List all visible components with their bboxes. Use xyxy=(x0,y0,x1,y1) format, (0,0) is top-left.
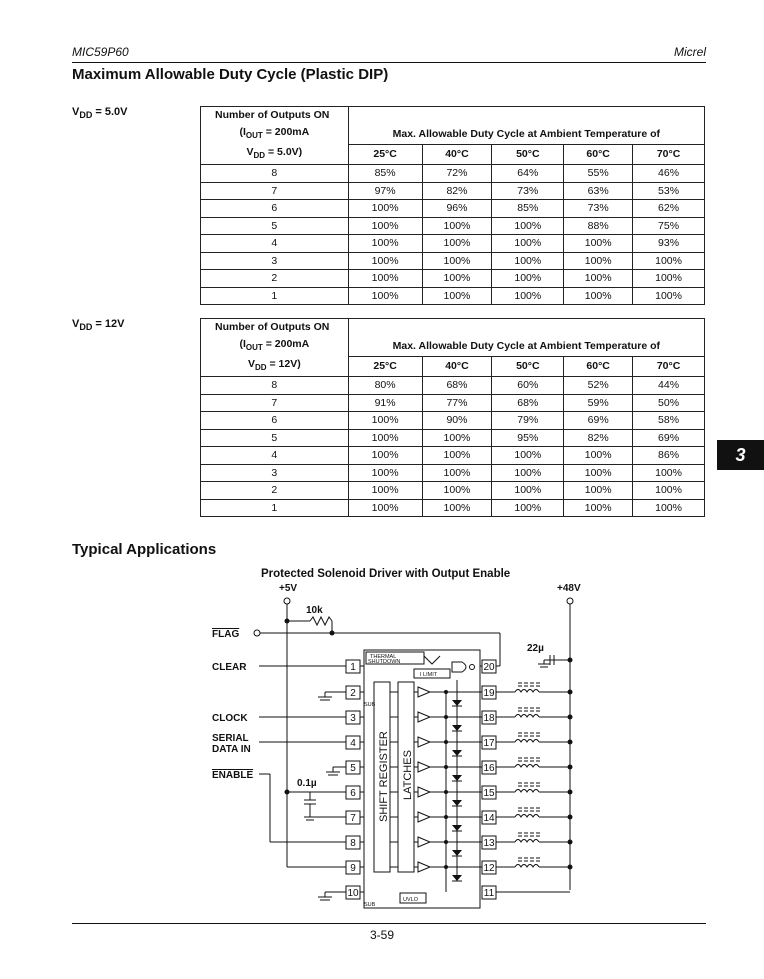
table-cell: 79% xyxy=(492,412,564,430)
apps-title: Typical Applications xyxy=(72,541,217,558)
table-cell: 100% xyxy=(492,464,564,482)
table-cell: 100% xyxy=(422,235,492,253)
table-cell: 53% xyxy=(633,182,705,200)
table-cell: 100% xyxy=(633,252,705,270)
table-cell: 100% xyxy=(348,252,422,270)
svg-text:22µ: 22µ xyxy=(527,643,544,654)
table-cell: 100% xyxy=(348,287,422,305)
solenoid-coil xyxy=(515,865,539,868)
solenoid-coil xyxy=(515,690,539,693)
pin-label: 17 xyxy=(483,738,495,749)
table-head-iout: ($I_{OUT} = 200mA$ xyxy=(201,124,349,144)
table-head-iout: ($I_{OUT} = 200mA$ xyxy=(201,336,349,356)
table-cell: 69% xyxy=(564,412,633,430)
table-cell: 85% xyxy=(492,200,564,218)
svg-text:I LIMIT: I LIMIT xyxy=(420,672,438,678)
table-cell: 50% xyxy=(633,394,705,412)
solenoid-coil xyxy=(515,765,539,768)
table-cell: 100% xyxy=(348,217,422,235)
driver-buffer xyxy=(418,762,430,772)
table-cell: 100% xyxy=(492,482,564,500)
solenoid-coil xyxy=(515,790,539,793)
node-dot xyxy=(568,740,573,745)
table-temp-header: 25°C xyxy=(348,356,422,377)
table-cell: 100% xyxy=(564,499,633,517)
table-cell: 52% xyxy=(564,377,633,395)
table-cell: 100% xyxy=(422,270,492,288)
table-cell: 100% xyxy=(348,270,422,288)
section-tab: 3 xyxy=(717,440,764,470)
svg-text:THERMAL: THERMAL xyxy=(370,654,397,660)
pin-label: 14 xyxy=(483,813,495,824)
table-head-outputs: Number of Outputs ON xyxy=(201,107,349,125)
table-cell: 44% xyxy=(633,377,705,395)
table-cell: 100% xyxy=(348,412,422,430)
table-cell: 100% xyxy=(633,270,705,288)
table-cell: 63% xyxy=(564,182,633,200)
table-cell: 6 xyxy=(201,200,349,218)
pin-label: 8 xyxy=(350,838,356,849)
table-cell: 100% xyxy=(348,200,422,218)
table-cell: 100% xyxy=(422,287,492,305)
table-cell: 100% xyxy=(564,464,633,482)
solenoid-coil xyxy=(515,840,539,843)
table-cell: 100% xyxy=(492,235,564,253)
table-cell: 46% xyxy=(633,165,705,183)
table-cell: 100% xyxy=(564,447,633,465)
svg-text:DATA IN: DATA IN xyxy=(212,744,251,755)
svg-text:+5V: +5V xyxy=(279,583,298,594)
pin-label: 11 xyxy=(483,888,495,899)
table-cell: 60% xyxy=(492,377,564,395)
svg-text:UVLO: UVLO xyxy=(403,897,418,903)
table-cell: 1 xyxy=(201,499,349,517)
node-dot xyxy=(568,790,573,795)
table-cell: 95% xyxy=(492,429,564,447)
node-dot xyxy=(568,715,573,720)
table-cell: 100% xyxy=(422,499,492,517)
table-cell: 4 xyxy=(201,235,349,253)
table-cell: 59% xyxy=(564,394,633,412)
node-dot xyxy=(568,765,573,770)
table-cell: 100% xyxy=(422,217,492,235)
vdd-label-12v: $V_{DD} = 12V$ xyxy=(72,318,125,333)
table-temp-header: 25°C xyxy=(348,144,422,165)
driver-buffer xyxy=(418,737,430,747)
table-cell: 100% xyxy=(348,235,422,253)
solenoid-coil xyxy=(515,740,539,743)
table-cell: 68% xyxy=(422,377,492,395)
table-cell: 1 xyxy=(201,287,349,305)
vdd-label-5v: $V_{DD} = 5.0V$ xyxy=(72,106,128,121)
table-cell: 8 xyxy=(201,377,349,395)
driver-buffer xyxy=(418,687,430,697)
table-cell: 100% xyxy=(564,482,633,500)
svg-text:10k: 10k xyxy=(306,605,323,616)
table-cell: 100% xyxy=(348,447,422,465)
table-temp-header: 40°C xyxy=(422,356,492,377)
table-cell: 73% xyxy=(564,200,633,218)
table-temp-header: 70°C xyxy=(633,144,705,165)
table-cell: 100% xyxy=(422,429,492,447)
table-cell: 100% xyxy=(492,287,564,305)
table-cell: 90% xyxy=(422,412,492,430)
table-cell: 75% xyxy=(633,217,705,235)
table-cell: 100% xyxy=(633,482,705,500)
table-head-vdd: $V_{DD} = 12V$) xyxy=(201,356,349,377)
table-cell: 3 xyxy=(201,252,349,270)
table-cell: 100% xyxy=(348,499,422,517)
table-cell: 91% xyxy=(348,394,422,412)
table-cell: 85% xyxy=(348,165,422,183)
table-cell: 100% xyxy=(492,447,564,465)
pin-label: 4 xyxy=(350,738,356,749)
table-temp-header: 40°C xyxy=(422,144,492,165)
table-cell: 100% xyxy=(422,482,492,500)
table-cell: 68% xyxy=(492,394,564,412)
table-cell: 100% xyxy=(492,252,564,270)
table-cell: 88% xyxy=(564,217,633,235)
driver-buffer xyxy=(418,787,430,797)
table-cell: 82% xyxy=(564,429,633,447)
driver-buffer xyxy=(418,812,430,822)
node-dot xyxy=(568,815,573,820)
pin-label: 5 xyxy=(350,763,356,774)
table-cell: 4 xyxy=(201,447,349,465)
pin-label: 9 xyxy=(350,863,356,874)
table-cell: 96% xyxy=(422,200,492,218)
footer-rule xyxy=(72,923,706,924)
table-cell: 100% xyxy=(422,447,492,465)
pin-label: 10 xyxy=(347,888,359,899)
table-cell: 5 xyxy=(201,217,349,235)
table-cell: 100% xyxy=(633,464,705,482)
solenoid-coil xyxy=(515,715,539,718)
table-head-outputs: Number of Outputs ON xyxy=(201,319,349,337)
table-temp-header: 60°C xyxy=(564,144,633,165)
table-head-vdd: $V_{DD} = 5.0V$) xyxy=(201,144,349,165)
svg-text:SHIFT REGISTER: SHIFT REGISTER xyxy=(378,731,390,822)
table-cell: 100% xyxy=(564,270,633,288)
header-brand: Micrel xyxy=(674,45,706,59)
table-cell: 100% xyxy=(492,499,564,517)
table-cell: 2 xyxy=(201,482,349,500)
table-cell: 72% xyxy=(422,165,492,183)
table-cell: 7 xyxy=(201,182,349,200)
table-cell: 100% xyxy=(348,464,422,482)
svg-text:0.1µ: 0.1µ xyxy=(297,778,317,789)
table-cell: 97% xyxy=(348,182,422,200)
svg-text:FLAG: FLAG xyxy=(212,629,240,640)
table-cell: 100% xyxy=(564,252,633,270)
pin-label: 18 xyxy=(483,713,495,724)
table-temp-header: 50°C xyxy=(492,144,564,165)
table-cell: 73% xyxy=(492,182,564,200)
pin-label: 1 xyxy=(350,662,356,673)
pin-label: 15 xyxy=(483,788,495,799)
table-cell: 3 xyxy=(201,464,349,482)
table-cell: 86% xyxy=(633,447,705,465)
table-cell: 100% xyxy=(633,287,705,305)
driver-buffer xyxy=(418,862,430,872)
table-cell: 100% xyxy=(492,217,564,235)
pin-label: 12 xyxy=(483,863,495,874)
table-cell: 5 xyxy=(201,429,349,447)
table-cell: 6 xyxy=(201,412,349,430)
table-cell: 8 xyxy=(201,165,349,183)
table-cell: 100% xyxy=(564,287,633,305)
table-cell: 100% xyxy=(422,464,492,482)
table-span-header: Max. Allowable Duty Cycle at Ambient Temperature of xyxy=(348,124,704,144)
svg-text:SUB: SUB xyxy=(364,702,376,708)
pin-label: 7 xyxy=(350,813,356,824)
table-cell: 100% xyxy=(348,482,422,500)
table-temp-header: 50°C xyxy=(492,356,564,377)
table-cell: 100% xyxy=(348,429,422,447)
svg-text:SUB: SUB xyxy=(364,902,376,908)
table-cell: 64% xyxy=(492,165,564,183)
table-cell: 62% xyxy=(633,200,705,218)
svg-text:CLEAR: CLEAR xyxy=(212,662,247,673)
table-span-header: Max. Allowable Duty Cycle at Ambient Temperature of xyxy=(348,336,704,356)
pin-label: 2 xyxy=(350,688,356,699)
solenoid-coil xyxy=(515,815,539,818)
pin-label: 20 xyxy=(483,662,495,673)
table-temp-header: 70°C xyxy=(633,356,705,377)
table-cell: 2 xyxy=(201,270,349,288)
svg-text:LATCHES: LATCHES xyxy=(402,750,414,800)
pin-label: 3 xyxy=(350,713,356,724)
page-number: 3-59 xyxy=(369,928,395,942)
svg-text:CLOCK: CLOCK xyxy=(212,713,248,724)
svg-text:+48V: +48V xyxy=(557,583,581,594)
table-cell: 100% xyxy=(564,235,633,253)
pin-label: 13 xyxy=(483,838,495,849)
circuit-title: Protected Solenoid Driver with Output Enable xyxy=(261,568,511,580)
page-title: Maximum Allowable Duty Cycle (Plastic DIP) xyxy=(72,66,389,83)
node-dot xyxy=(568,840,573,845)
table-cell: 80% xyxy=(348,377,422,395)
table-cell: 100% xyxy=(422,252,492,270)
pin-label: 16 xyxy=(483,763,495,774)
svg-text:SHUTDOWN: SHUTDOWN xyxy=(368,659,401,665)
table-cell: 82% xyxy=(422,182,492,200)
table-cell: 100% xyxy=(633,499,705,517)
table-cell: 77% xyxy=(422,394,492,412)
header-part-number: MIC59P60 xyxy=(72,45,129,59)
table-cell: 93% xyxy=(633,235,705,253)
node-dot xyxy=(568,690,573,695)
table-cell: 100% xyxy=(492,270,564,288)
svg-text:SERIAL: SERIAL xyxy=(212,733,249,744)
driver-buffer xyxy=(418,712,430,722)
pin-label: 19 xyxy=(483,688,495,699)
node-dot xyxy=(568,865,573,870)
svg-text:ENABLE: ENABLE xyxy=(212,770,254,781)
table-temp-header: 60°C xyxy=(564,356,633,377)
table-cell: 7 xyxy=(201,394,349,412)
pin-label: 6 xyxy=(350,788,356,799)
table-cell: 58% xyxy=(633,412,705,430)
table-cell: 69% xyxy=(633,429,705,447)
table-cell: 55% xyxy=(564,165,633,183)
driver-buffer xyxy=(418,837,430,847)
